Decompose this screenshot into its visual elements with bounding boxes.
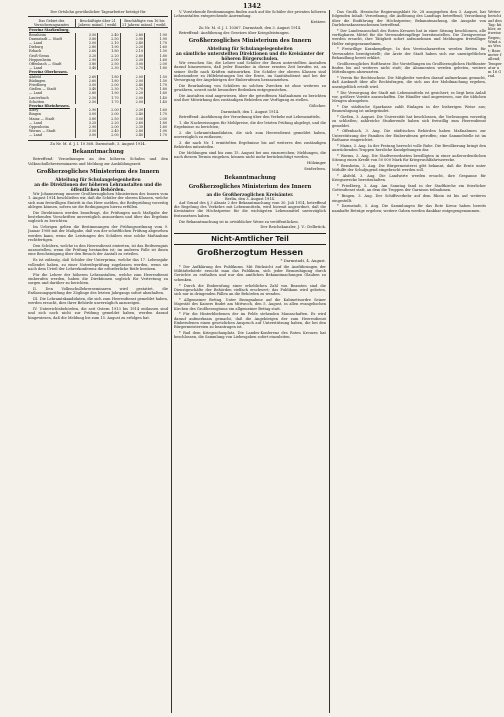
wage-cell: 1.90	[159, 129, 167, 134]
district-cell: Gießen — Stadt	[28, 87, 75, 91]
wage-cell: 1.70	[159, 82, 167, 87]
dateline: * Darmstadt, 4. August.	[280, 257, 326, 263]
to-line: an sämtliche unterstellten Direktionen und die Kreisämter der höheren Bürgerschulen.	[176, 50, 324, 61]
wage-cell: 3.40	[75, 66, 97, 70]
paragraph: Den Schülern, welche in den Heeresdienst eintreten, ist das Reifezeugnis auszustellen, wenn die Prüfung bestanden ist; im anderen Falle ist ihnen eine Bescheinigung über den Besuch der Anstalt zu erteilen.	[28, 243, 168, 257]
wage-cell: 2.50	[75, 100, 97, 104]
news-item: * Der Landesausschuß des Roten Kreuzes hat in einer Sitzung beschlossen, alle verfügbaren Mittel für die Verwundetenpflege bereitzustellen. Die Zweigvereine werden ersucht, ihre Tätigkeit sofort aufzunehmen und Meldungen freiwilliger Helfer entgegenzunehmen.	[332, 28, 486, 46]
wage-cell: 3.50	[75, 129, 97, 133]
header-area: Das Gebiet des Versicherungsamtes	[28, 19, 75, 28]
district-cell: Groß-Gerau	[28, 54, 75, 58]
ref-line: Darmstadt, den 1. August 1914.	[220, 110, 280, 115]
wage-cell: 3.00	[75, 112, 97, 116]
wage-cell: 2.50	[98, 117, 120, 121]
wage-cell: 2.90	[75, 125, 97, 129]
wage-table-header	[28, 19, 168, 28]
paragraph: Wir Johannerung unserer Großherzoglichen Ministerium des Innern vom 1. August 1914 beschließen wir, daß die Schüler der oberen Klassen, welche sich zum freiwilligen Eintritt in das Heer melden, die Reifeprüfung vorzeitig ablegen können, sofern sie die Bedingungen hierzu erfüllen.	[28, 192, 168, 209]
wage-cell: 3.00	[75, 41, 97, 45]
wage-cell: 1.60	[159, 108, 167, 113]
wage-cell: 2.10	[120, 49, 144, 53]
ref-line: Zu Nr. M. d. J. I. 10367. Darmstadt, den 3. August 1914.	[198, 26, 302, 31]
district-cell: Lauterbach	[28, 96, 75, 100]
column-1	[28, 10, 168, 713]
district-cell: — Land	[28, 66, 75, 70]
column-2	[174, 10, 326, 713]
wage-cell: 2.40	[120, 41, 144, 45]
province-name: Provinz Starkenburg.	[29, 28, 70, 33]
district-cell: Heppenheim	[28, 58, 75, 62]
paragraph: Die Bekanntmachung ist in ortsüblicher Weise zu veröffentlichen.	[179, 219, 299, 224]
wage-cell: 1.80	[159, 66, 167, 71]
news-item: * Gießen, 3. August. Die Universität hat beschlossen, die Vorlesungen vorzeitig zu schließen; zahlreiche Studierende haben sich freiwillig zum Heeresdienst gemeldet.	[332, 115, 486, 128]
news-item: * Die Versorgung der Stadt mit Lebensmitteln ist gesichert; es liegt kein Anlaß vor, größere Vorräte anzuschaffen. Die Händler sind angewiesen, nur die üblichen Mengen abzugeben.	[332, 90, 486, 104]
wage-cell: 1.70	[159, 40, 167, 45]
wage-cell: 3.50	[75, 33, 97, 37]
to-line: an die Direktionen der höheren Lehranstalten und die öffentlichen Behörden.	[34, 182, 162, 193]
signature: Seiderleen.	[304, 166, 326, 172]
wage-cell: 2.40	[98, 129, 120, 133]
wage-cell: 1.70	[98, 96, 120, 100]
section-title: Großherzogtum Hessen	[196, 247, 304, 257]
wage-cell: 2.30	[120, 108, 144, 112]
wage-cell: 2.80	[75, 45, 97, 49]
wage-cell: 2.00	[159, 61, 167, 66]
wage-cell: 3.80	[75, 62, 97, 66]
wage-cell: 2.40	[98, 33, 120, 37]
news-item: * Allgemeiner Bettag. Unter Bezugnahme auf die Kabinettsordre Seiner Majestät des Kaisers findet am Mittwoch, den 5. August, in allen evangelischen Kirchen des Großherzogtums ein allgemeiner Bettag statt.	[174, 297, 326, 311]
news-item: * Alsfeld, 3. Aug. Die Landwirte werden ersucht, ihre Gespanne für Kriegszwecke bereitzuhalten.	[332, 174, 486, 183]
wage-cell: 2.80	[120, 129, 144, 133]
wage-cell: 1.70	[159, 112, 167, 117]
col2-body-2	[174, 201, 326, 224]
ref-line: Zu Nr. M. d. J. I. 10 368. Darmstadt, 3. August 1914.	[50, 142, 146, 147]
wage-cell: 2.90	[75, 58, 97, 62]
wage-cell: 3.80	[75, 37, 97, 41]
wage-cell: 1.60	[159, 124, 167, 129]
paragraph: Die Anstalten sind angewiesen, über die getroffenen Maßnahmen zu berichten und ihre Mitwirkung den zuständigen Behörden zur Verfügung zu stellen.	[174, 94, 326, 103]
wage-cell: 2.30	[98, 87, 120, 91]
wage-cell: 2.20	[120, 91, 144, 95]
table-row	[28, 133, 168, 137]
wage-cell: 2.80	[120, 33, 144, 37]
wage-cell: 1.60	[159, 91, 167, 96]
province-name: Provinz Oberhessen.	[29, 70, 68, 75]
wage-table-body	[28, 28, 168, 138]
wage-cell: 2.20	[120, 45, 144, 49]
to-line: an die Großherzoglichen Kreisämter.	[206, 191, 294, 197]
district-cell: Worms — Stadt	[28, 129, 75, 133]
district-cell: Darmstadt — Stadt	[28, 37, 75, 41]
wage-cell: 1.80	[98, 79, 120, 83]
numbered-list	[174, 121, 326, 150]
wage-cell: 3.20	[75, 121, 97, 125]
column-rule	[329, 10, 330, 713]
signature: Gölicher.	[308, 103, 326, 109]
wage-cell: 2.60	[75, 79, 97, 83]
district-cell: Alzey	[28, 108, 75, 112]
subject-line: Betreffend: Ausführung des Gesetzes über Kriegsleistungen.	[179, 30, 290, 35]
divider	[28, 140, 168, 141]
news-item: * Worms, 3. Aug. Die Stadtverordneten bewilligten in einer außerordentlichen Sitzung einen Kredit von 50 000 Mark für Kriegswohlfahrtszwecke.	[332, 153, 486, 163]
wage-cell: 2.50	[98, 37, 120, 41]
news-item: * Der Aufklärung des Publikums. Mit Rücksicht auf die Ausführungen der Militärbehörde ersucht man das Publikum, sich jeder Beunruhigung durch Gerüchte zu enthalten und nur den amtlichen Bekanntmachungen Glauben zu schenken.	[174, 264, 326, 282]
wage-cell: 2.60	[75, 75, 97, 79]
wage-cell: 2.00	[98, 125, 120, 129]
wage-cell: 2.00	[98, 83, 120, 87]
wage-cell: 2.20	[98, 54, 120, 58]
divider	[28, 16, 168, 17]
wage-cell: 3.80	[75, 117, 97, 121]
wage-cell: 2.60	[120, 121, 144, 125]
wage-cell: 2.00	[159, 116, 167, 121]
wage-cell: 1.40	[159, 99, 167, 104]
wage-cell: 1.50	[159, 49, 167, 54]
news-item: * Bingen, 3. Aug. Der Schiffsverkehr auf dem Rhein ist bis auf weiteres eingestellt.	[332, 194, 486, 203]
paragraph: Im Uebrigen gelten die Bestimmungen der Prüfungsordnung vom 9. Januar 1908 mit der Maßgabe, daß von der schriftlichen Prüfung abgesehen werden kann, wenn die Leistungen des Schülers eine solche Maßnahme rechtfertigen.	[28, 225, 168, 243]
wage-cell: 2.90	[75, 108, 97, 112]
paragraph: III. Die Lehramtskandidaten, die sich zum Heeresdienst gemeldet haben, werden ersucht, dies ihrer Behörde unverzüglich anzuzeigen.	[28, 297, 168, 306]
paragraph: Auf Grund des § 3 Absatz 2 der Bekanntmachung vom 30. Juli 1914, betreffend die Regelung des Verkehrs mit Lebensmitteln, wird hiermit angeordnet, daß die Kreisämter die Höchstpreise für die wichtigsten Lebensmittel unverzüglich festzusetzen haben.	[174, 200, 326, 218]
wage-cell: 2.40	[120, 112, 144, 116]
news-item: * Für die Hinterbliebenen der im Felde stehenden Mannschaften. Es wird darauf aufmerksam gemacht, daß die Angehörigen der zum Heeresdienst Einberufenen einen gesetzlichen Anspruch auf Unterstützung haben, die bei den Bürgermeistereien zu beantragen ist.	[174, 312, 326, 330]
district-cell: Offenbach — Stadt	[28, 62, 75, 66]
paragraph: Wir ersuchen Sie, die Lehrer und Schüler der Ihnen unterstellten Anstalten darauf hinzuweisen, daß jeder Einzelne in dieser ernsten Zeit berufen ist, an seiner Stelle nach Kräften mitzuwirken. Die Schüler der oberen Klassen sind insbesondere zu Hilfeleistungen bei der Ernte, im Sanitätsdienst und bei der Versorgung der Angehörigen der Einberufenen heranzuziehen.	[174, 60, 326, 83]
wage-cell: 2.30	[120, 125, 144, 129]
wage-cell: 1.80	[98, 49, 120, 53]
wage-cell: 2.00	[120, 75, 144, 79]
district-cell: Bensheim	[28, 33, 75, 37]
wage-cell: 2.30	[120, 58, 144, 62]
ref-line: Berlin, den 3. August 1914.	[224, 196, 276, 201]
signature: Krätzer.	[310, 19, 326, 25]
page-number: 1342	[242, 2, 262, 10]
ministry-sub: Abteilung für Schulangelegenheiten	[55, 177, 141, 183]
district-cell: Dieburg	[28, 45, 75, 49]
notice-title: Bekanntmachung	[224, 174, 276, 181]
wage-cell: 1.90	[159, 32, 167, 37]
wage-cell: 1.70	[98, 100, 120, 104]
news-item: * Freiwillige Krankenpflege. In den Vereinslazaretten werden Betten für Verwundete bereitgestellt; die Ärzte der Stadt haben sich zur unentgeltlichen Behandlung bereit erklärt.	[332, 47, 486, 60]
district-cell: Alsfeld	[28, 75, 75, 79]
wage-cell: 2.10	[98, 41, 120, 45]
wage-cell: 3.00	[75, 133, 97, 137]
wage-cell: 2.30	[98, 66, 120, 70]
wage-cell: 1.60	[159, 45, 167, 50]
list-item: 2. die Lehramtskandidaten, die sich zum Heeresdienst gemeldet haben, unverzüglich zu entlassen;	[174, 130, 326, 139]
wage-cell: 2.00	[98, 133, 120, 137]
district-cell: Friedberg	[28, 83, 75, 87]
wage-cell: 1.50	[159, 74, 167, 79]
signature: Hölzinger	[307, 159, 326, 165]
wage-cell: 1.40	[159, 95, 167, 100]
signature: Der Reichskanzler. J. V.: Delbrück.	[260, 224, 326, 230]
wage-cell: 1.50	[159, 78, 167, 83]
paragraph: II. Den Volksschullehrerseminaren wird gestattet, die Entlassungsprüfung der Zöglinge des letzten Jahrgangs sofort abzuhalten.	[28, 287, 168, 296]
wage-cell: 2.60	[75, 49, 97, 53]
news-item: * Darmstadt, 3. Aug. Die Sammlungen für das Rote Kreuz haben bereits namhafte Beträge ergeben; weitere Gaben werden dankbar entgegengenommen.	[332, 204, 486, 213]
notice-text: Betreffend: Verordnungen an den höheren Schulen und den Volksschullehrerseminaren und Meldung zur Ausbildungszeit.	[28, 157, 168, 166]
wage-cell: 2.00	[120, 79, 144, 83]
list-item: 1. die Nachweisungen für Mehlpreise, die der letzten Prüfung abgelegt, und die Ergebnisse zu berichten;	[174, 120, 326, 129]
news-item: * Durch die Einberufung einer erheblichen Zahl von Beamten sind die Dienstgeschäfte der Behörden vielfach erschwert; das Publikum wird gebeten, sich nur in dringenden Fällen an die Behörden zu wenden.	[174, 283, 326, 297]
wage-cell: 3.00	[120, 62, 144, 66]
district-cell: — Land	[28, 133, 75, 137]
ministry-title: Großherzogliches Ministerium des Innern	[36, 169, 160, 176]
paragraph: Die Beurlaubung von Schülern zu solchen Zwecken ist ohne weiteres zu gewähren, soweit nicht besondere Bedenken entgegenstehen.	[174, 83, 326, 93]
wage-cell: 3.20	[75, 54, 97, 58]
left-margin	[2, 10, 16, 713]
column-3	[332, 10, 486, 713]
wage-cell: 1.80	[159, 53, 167, 58]
district-cell: Büdingen	[28, 79, 75, 83]
news-item: * Mainz, 3. Aug. In der Festung herrscht volle Ruhe. Die Bevölkerung bringt den ausrückenden Truppen herzliche Kundgebungen dar.	[332, 143, 486, 153]
wage-cell: 2.00	[98, 108, 120, 112]
news-item: * Bensheim, 3. Aug. Die Bürgermeisterei gibt bekannt, daß die Ernte unter Mithilfe der Schuljugend eingebracht werden soll.	[332, 164, 486, 173]
wage-cell: 2.40	[120, 83, 144, 87]
wage-cell: 2.00	[120, 100, 144, 104]
wage-cell: 1.80	[98, 75, 120, 79]
paragraph: IV. Unterrichtsbehörden, die seit Ostern 1913 bis 1914 entlassen sind und sich noch nicht zur Prüfung gemeldet haben, werden darauf hingewiesen, daß die Meldung bis zum 15. August zu erfolgen hat.	[28, 307, 168, 320]
wage-cell: 1.70	[159, 133, 167, 138]
wage-cell: 2.00	[98, 112, 120, 116]
header-youths: Beschäftigte von 16 bis 21 Jahren: männl. | weibl.	[122, 18, 167, 28]
ministry-title: Großherzogliches Ministerium des Innern	[188, 183, 312, 190]
news-item: * Die städtische Sparkasse zahlt Einlagen in der bisherigen Weise aus; Beunruhigung ist unbegründet.	[332, 104, 486, 114]
paragraph: Es ist zulässig, daß Schüler der Unterprima, welche das 17. Lebensjahr vollendet haben, zu einer Notreifeprüfung zugelassen werden, wenn sie nach dem Urteil der Lehrerkonferenz die erforderliche Reife besitzen.	[28, 258, 168, 271]
wage-cell: 2.80	[75, 91, 97, 95]
news-item: * Offenbach, 3. Aug. Die städtischen Behörden haben Maßnahmen zur Unterstützung der Familien der Einberufenen getroffen; eine Sammelstelle ist im Rathause eingerichtet.	[332, 129, 486, 143]
news-items	[174, 265, 326, 340]
news-item: Das Großh. Hessische Regierungsblatt Nr. 28 ausgegeben den 3. August, hat folgenden Inhalt: Verordnung, die Auflösung des Landtags betreffend; Verordnung über die Einführung der Höchstpreise; Bekanntmachung, die Ausgabe von Darlehenskassenscheinen betreffend.	[332, 10, 486, 27]
wage-cell: 1.80	[159, 87, 167, 92]
section-banner: Nicht-Amtlicher Teil	[174, 233, 326, 245]
wage-cell: 2.00	[98, 58, 120, 62]
right-edge-text: Wetterbericht auf den Tag: kühler, zeitweise Regen; Wind aus West; Barometer fallend; Temperatur um 16 Grad.	[488, 10, 502, 79]
col3-body	[332, 10, 486, 213]
province-name: Provinz Rheinhessen.	[29, 103, 70, 108]
wage-cell: 2.90	[120, 37, 144, 41]
district-cell: Erbach	[28, 49, 75, 53]
paragraph: Die Direktionen werden beauftragt, die Prüfungen nach Maßgabe der bestehenden Vorschriften unverzüglich anzuordnen und über das Ergebnis sogleich zu berichten.	[28, 210, 168, 224]
wage-cell: 2.00	[120, 96, 144, 100]
news-item: Großherzogliches Hoftheater. Die Vorstellungen im Großherzoglichen Hoftheater finden bis auf weiteres nicht statt; die Abonnenten werden gebeten, weitere Mitteilungen abzuwarten.	[332, 61, 486, 75]
subject-line: Betreffend: Ausführung der Verordnung über den Verkehr mit Lebensmitteln.	[179, 114, 321, 119]
ministry-sub: Abteilung für Schulangelegenheiten	[207, 45, 293, 51]
notice-title: Bekanntmachung	[72, 149, 124, 156]
wage-cell: 3.00	[75, 83, 97, 87]
ministry-title: Großherzogliches Ministerium des Innern	[188, 37, 312, 44]
item-v: V. Vorstehende Bestimmungen finden auch auf die Schüler der privaten höheren Lehranstalten entsprechende Anwendung.	[174, 10, 326, 19]
wage-cell: 2.20	[98, 121, 120, 125]
news-item: * Rad dem Kriegsschauplatz. Die Landes-Konferenz des Roten Kreuzes hat beschlossen, die Sammlung von Liebesgaben sofort einzuleiten.	[174, 331, 326, 340]
table-title: Der Ortslohn gewöhnlicher Tagearbeiter beträgt für	[50, 10, 146, 14]
district-cell: — Land	[28, 121, 75, 125]
wage-cell: 3.00	[120, 117, 144, 121]
wage-cell: 2.50	[75, 96, 97, 100]
wage-cell: 1.90	[98, 91, 120, 95]
wage-cell: 1.90	[98, 45, 120, 49]
wage-table	[28, 19, 168, 138]
list-item: 3. die nach Nr. 1 ermittelten Ergebnisse bis auf weiteres den zuständigen Behörden mitzuteilen.	[174, 140, 326, 150]
wage-cell: 2.60	[120, 54, 144, 58]
wage-cell: 2.40	[120, 133, 144, 137]
news-item: * Verein für Rechtsschutz. Die Mitglieder werden darauf aufmerksam gemacht, daß Auskunft über alle Rechtsfragen, die sich aus der Mobilmachung ergeben, unentgeltlich erteilt wird.	[332, 76, 486, 89]
closing-text: Die Meldungen sind bis zum 15. August bei uns einzureichen; Meldungen, die nach diesem Termin eingehen, können nicht mehr berücksichtigt werden.	[174, 150, 326, 160]
col2-body	[174, 61, 326, 103]
wage-cell: 2.50	[98, 62, 120, 66]
col1-body	[28, 192, 168, 320]
wage-cell: 1.80	[159, 120, 167, 125]
district-cell: — Land	[28, 41, 75, 45]
wage-cell: 2.70	[120, 66, 144, 70]
district-cell: — Land	[28, 91, 75, 95]
district-cell: Mainz — Stadt	[28, 117, 75, 121]
district-cell: Schotten	[28, 100, 75, 104]
wage-cell: 2.70	[120, 87, 144, 91]
header-adults: Beschäftigte über 21 Jahren: männl. | weibl.	[75, 19, 120, 28]
wage-cell: 1.90	[159, 36, 167, 41]
district-cell: Oppenheim	[28, 125, 75, 129]
column-rule	[171, 10, 172, 713]
district-cell: Bingen	[28, 112, 75, 116]
news-item: * Friedberg, 3. Aug. Am Sonntag fand in der Stadtkirche ein feierlicher Gottesdienst statt, an dem die Truppen der Garnison teilnahmen.	[332, 184, 486, 193]
wage-cell: 3.40	[75, 87, 97, 91]
wage-cell: 1.60	[159, 57, 167, 62]
paragraph: Für die Lehrer der höheren Lehranstalten, welche zum Heeresdienst einberufen werden, haben die Direktionen sogleich für Vertretung zu sorgen und darüber zu berichten.	[28, 272, 168, 286]
